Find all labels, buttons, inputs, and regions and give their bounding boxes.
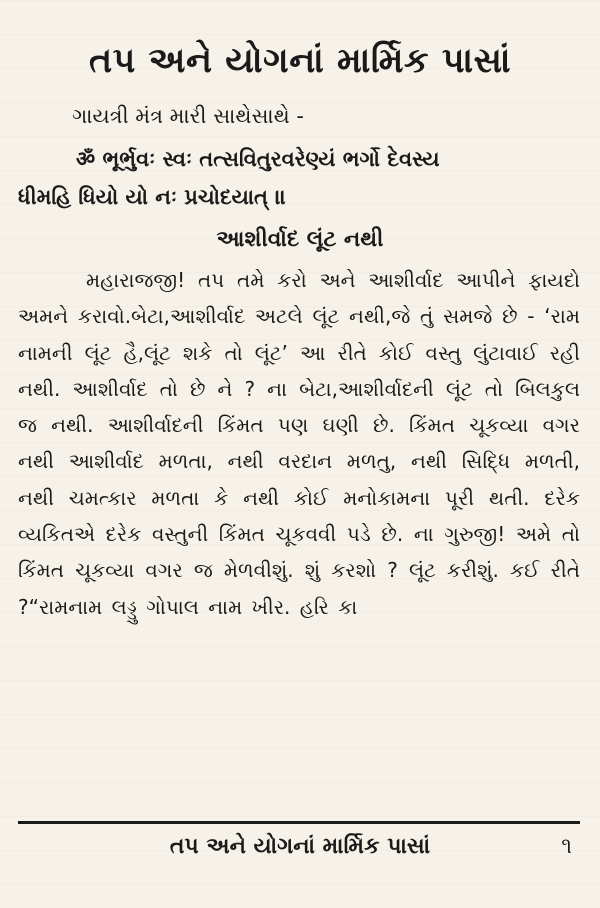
mantra-block — [18, 140, 582, 216]
body-paragraph — [18, 262, 580, 625]
mantra-line-2: ધીમહિ ધિયો યો નઃ પ્રચોદયાત્ ॥ — [18, 185, 287, 209]
intro-line: ગાયત્રી મંત્ર મારી સાથેસાથે - — [72, 104, 304, 128]
mantra-line-1: ॐ ભૂર્ભુવઃ સ્વઃ તત્સવિતુરવરેણ્યં ભર્ગો દેવસ્ય — [76, 147, 440, 171]
section-heading: આશીર્વાદ લૂંટ નથી — [216, 227, 384, 252]
body-text: મહારાજજી! તપ તમે કરો અને આશીર્વાદ આપીને ફાયદો અમને કરાવો.બેટા,આશીર્વાદ અટલે લૂંટ નથી,જે તું સમજે છે - ‘રામ નામની લૂંટ હૈ,લૂંટ શકે તો લૂંટ’ આ રીતે કોઈ વસ્તુ લુંટાવાઈ રહી નથી. આશીર્વાદ તો છે ને ? ના બેટા,આશીર્વાદની લૂંટ તો બિલકુલ જ નથી. આશીર્વાદની કિંમત પણ ઘણી છે. કિંમત ચૂકવ્યા વગર નથી આશીર્વાદ મળતા, નથી વરદાન મળતુ, નથી સિદ્ધિ મળતી, નથી ચમત્કાર મળતા કે નથી કોઈ મનોકામના પૂરી થતી. દરેક વ્યકિતએ દરેક વસ્તુની કિંમત ચૂકવવી પડે છે. ના ગુરુજી! અમે તો કિંમત ચૂકવ્યા વગર જ મેળવીશું. શું કરશો ? લૂંટ કરીશું. કઈ રીતે ?“રામનામ લડ્ડુ ગોપાલ નામ ખીર. હરિ કા — [18, 268, 580, 619]
page-title: તપ અને યોગનાં માર્મિક પાસાં — [88, 41, 512, 81]
running-footer-title: તપ અને યોગનાં માર્મિક પાસાં — [169, 834, 431, 859]
footer-rule — [18, 821, 580, 824]
page-number: ૧ — [561, 834, 572, 859]
